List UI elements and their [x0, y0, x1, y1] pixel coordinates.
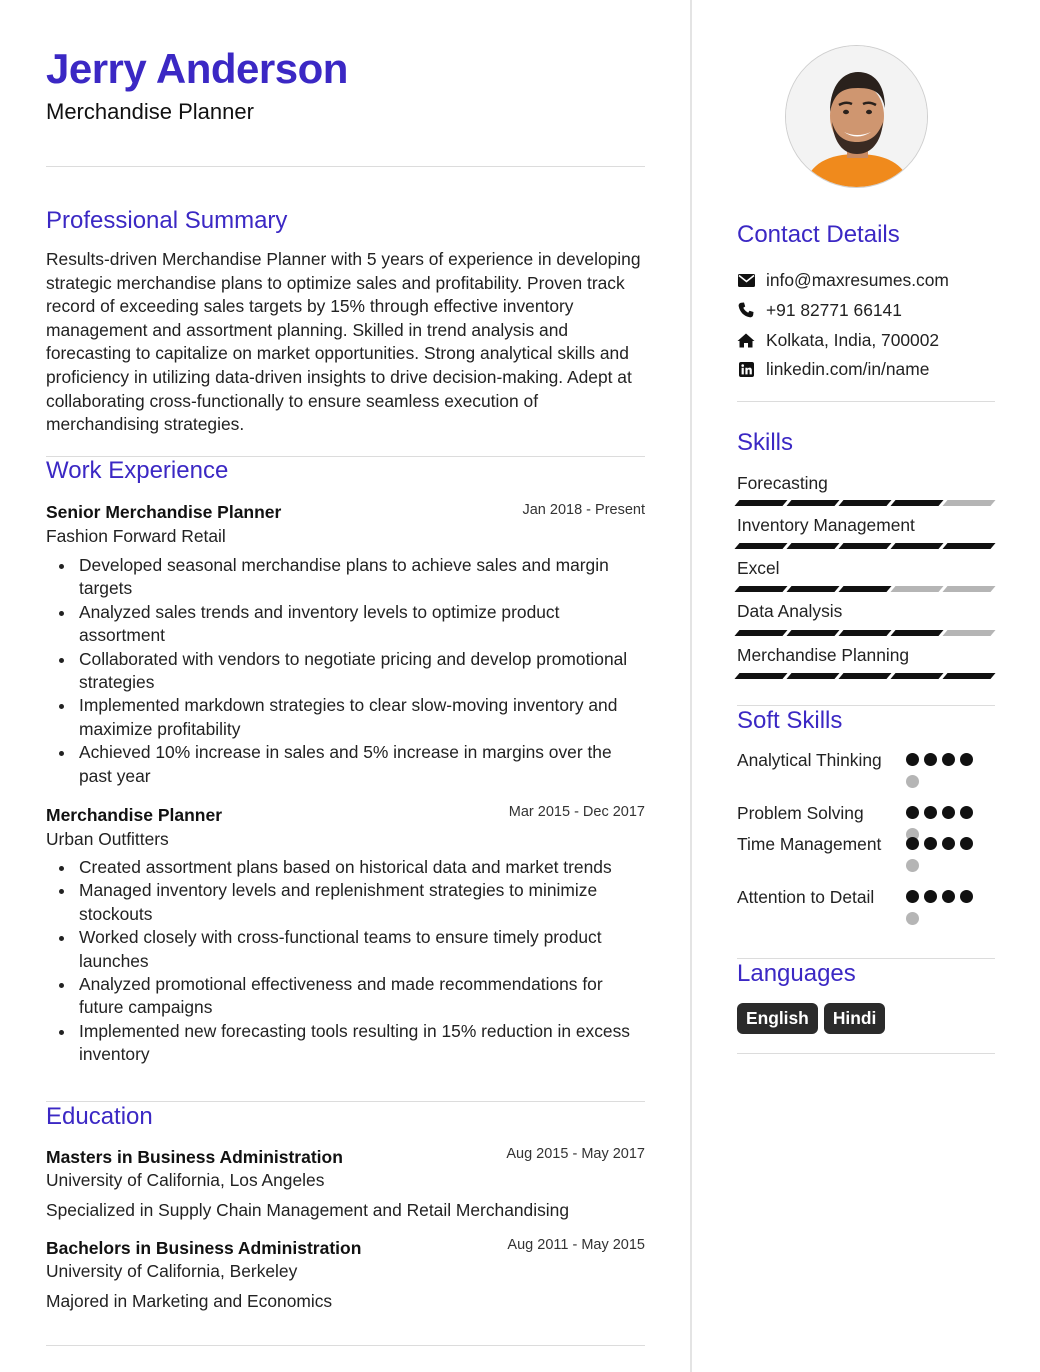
job-dates: Jan 2018 - Present — [522, 502, 645, 518]
skill-bar-segment — [786, 500, 839, 506]
skill-bar-segment — [838, 500, 891, 506]
job-bullets — [46, 856, 645, 1067]
list-item: Developed seasonal merchandise plans to achieve sales and margin targets — [79, 554, 645, 601]
list-item: Implemented new forecasting tools resulting in 15% reduction in excess inventory — [79, 1020, 645, 1067]
rating-dot — [960, 890, 973, 903]
languages-divider — [737, 1053, 995, 1054]
skill-bar-segment — [734, 500, 787, 506]
degree-note: Majored in Marketing and Economics — [46, 1291, 333, 1311]
rating-dot — [906, 837, 919, 850]
skill-bar-segment — [890, 500, 943, 506]
rating-dot — [942, 753, 955, 766]
skill-bar-segment — [786, 543, 839, 549]
job-company: Urban Outfitters — [46, 829, 169, 849]
skill-name: Merchandise Planning — [737, 645, 910, 665]
skill-bar-segment — [890, 673, 943, 679]
soft-skill-dots — [906, 753, 984, 788]
rating-dot — [906, 806, 919, 819]
skill-bar-segment — [838, 673, 891, 679]
rating-dot — [924, 753, 937, 766]
degree-dates: Aug 2011 - May 2015 — [507, 1237, 645, 1253]
skill-bar-segment — [890, 543, 943, 549]
skill-bar-segment — [838, 586, 891, 592]
soft-skill-name: Analytical Thinking — [737, 750, 882, 770]
skill-bar-segment — [942, 500, 995, 506]
soft-skill-dots — [906, 837, 984, 872]
list-item: Worked closely with cross-functional teams to ensure timely product launches — [79, 926, 645, 973]
list-item: Collaborated with vendors to negotiate pricing and develop promotional strategies — [79, 648, 645, 695]
rating-dot — [960, 837, 973, 850]
skill-bar-segment — [890, 586, 943, 592]
contact-heading: Contact Details — [737, 221, 900, 248]
list-item: Analyzed promotional effectiveness and made recommendations for future campaigns — [79, 973, 645, 1020]
profile-photo — [786, 46, 928, 188]
skill-bar-segment — [786, 630, 839, 636]
summary-text: Results-driven Merchandise Planner with 5 years of experience in developing strategic merchandise plans to optimize sales and profitability. Proven track record of exceeding sales targets by 15% through effective inventory management and assortment planning. Skilled in trend analysis and forecasting to capitalize on market opportunities. Strong analytical skills and proficiency in utilizing data-driven insights to drive decision-making. Adept at collaborating cross-functionally to ensure seamless execution of merchandising strategies. — [46, 249, 641, 435]
skill-bar-segment — [734, 630, 787, 636]
rating-dot — [906, 775, 919, 788]
rating-dot — [924, 890, 937, 903]
degree-note: Specialized in Supply Chain Management and Retail Merchandising — [46, 1200, 569, 1220]
summary-heading: Professional Summary — [46, 207, 288, 234]
skill-bar-segment — [942, 630, 995, 636]
soft-skill-name: Problem Solving — [737, 803, 864, 823]
contact-phone[interactable] — [737, 298, 902, 322]
skill-name: Forecasting — [737, 473, 828, 493]
skill-level-bar — [737, 630, 993, 636]
skill-bar-segment — [890, 630, 943, 636]
language-badge: English — [737, 1003, 818, 1034]
contact-email[interactable] — [737, 268, 949, 292]
experience-heading: Work Experience — [46, 457, 229, 484]
skill-name: Excel — [737, 558, 780, 578]
degree-dates: Aug 2015 - May 2017 — [506, 1146, 645, 1162]
list-item: Created assortment plans based on historical data and market trends — [79, 856, 645, 879]
rating-dot — [924, 806, 937, 819]
rating-dot — [906, 890, 919, 903]
rating-dot — [960, 753, 973, 766]
contact-address — [737, 328, 939, 352]
education-heading: Education — [46, 1103, 153, 1130]
language-badge: Hindi — [824, 1003, 885, 1034]
skill-level-bar — [737, 543, 993, 549]
rating-dot — [906, 912, 919, 925]
contact-email-text: info@maxresumes.com — [766, 269, 949, 290]
education-divider — [46, 1345, 645, 1346]
rating-dot — [906, 859, 919, 872]
skill-bar-segment — [942, 673, 995, 679]
skill-bar-segment — [734, 673, 787, 679]
skill-bar-segment — [838, 630, 891, 636]
job-title: Merchandise Planner — [46, 805, 223, 825]
skill-name: Inventory Management — [737, 515, 915, 535]
contact-linkedin-text: linkedin.com/in/name — [766, 358, 930, 379]
contact-divider — [737, 401, 995, 402]
contact-phone-text: +91 82771 66141 — [766, 299, 902, 320]
soft-skill-name: Attention to Detail — [737, 887, 875, 907]
list-item: Analyzed sales trends and inventory levels to optimize product assortment — [79, 601, 645, 648]
skill-bar-segment — [786, 673, 839, 679]
column-divider — [690, 0, 692, 1372]
contact-linkedin[interactable] — [737, 357, 929, 381]
languages-heading: Languages — [737, 960, 856, 987]
school-name: University of California, Berkeley — [46, 1261, 298, 1281]
avatar — [785, 45, 928, 188]
degree-title: Bachelors in Business Administration — [46, 1238, 362, 1258]
rating-dot — [942, 837, 955, 850]
list-item: Managed inventory levels and replenishment strategies to minimize stockouts — [79, 879, 645, 926]
degree-title: Masters in Business Administration — [46, 1147, 343, 1167]
skill-level-bar — [737, 586, 993, 592]
skill-bar-segment — [838, 543, 891, 549]
skills-heading: Skills — [737, 429, 794, 456]
skill-bar-segment — [734, 586, 787, 592]
soft-skill-dots — [906, 890, 984, 925]
envelope-icon — [737, 271, 755, 289]
job-bullets — [46, 554, 645, 788]
rating-dot — [924, 837, 937, 850]
skill-level-bar — [737, 500, 993, 506]
job-title: Senior Merchandise Planner — [46, 502, 282, 522]
rating-dot — [942, 806, 955, 819]
skill-bar-segment — [942, 543, 995, 549]
rating-dot — [906, 753, 919, 766]
job-dates: Mar 2015 - Dec 2017 — [508, 804, 645, 820]
linkedin-icon — [737, 360, 755, 378]
skill-bar-segment — [942, 586, 995, 592]
skill-level-bar — [737, 673, 993, 679]
skill-bar-segment — [786, 586, 839, 592]
phone-icon — [737, 301, 755, 319]
candidate-name: Jerry Anderson — [46, 45, 348, 92]
soft-skill-name: Time Management — [737, 834, 882, 854]
list-item: Achieved 10% increase in sales and 5% increase in margins over the past year — [79, 741, 645, 788]
rating-dot — [942, 890, 955, 903]
rating-dot — [960, 806, 973, 819]
candidate-title: Merchandise Planner — [46, 99, 254, 124]
home-icon — [737, 331, 755, 349]
soft-skill-dots — [906, 806, 984, 841]
language-list — [737, 1003, 885, 1034]
skill-name: Data Analysis — [737, 601, 843, 621]
soft-skills-heading: Soft Skills — [737, 707, 843, 734]
job-company: Fashion Forward Retail — [46, 526, 226, 546]
skill-bar-segment — [734, 543, 787, 549]
list-item: Implemented markdown strategies to clear slow-moving inventory and maximize profitability — [79, 694, 645, 741]
contact-address-text: Kolkata, India, 700002 — [766, 329, 940, 350]
header-divider — [46, 166, 645, 167]
school-name: University of California, Los Angeles — [46, 1170, 325, 1190]
